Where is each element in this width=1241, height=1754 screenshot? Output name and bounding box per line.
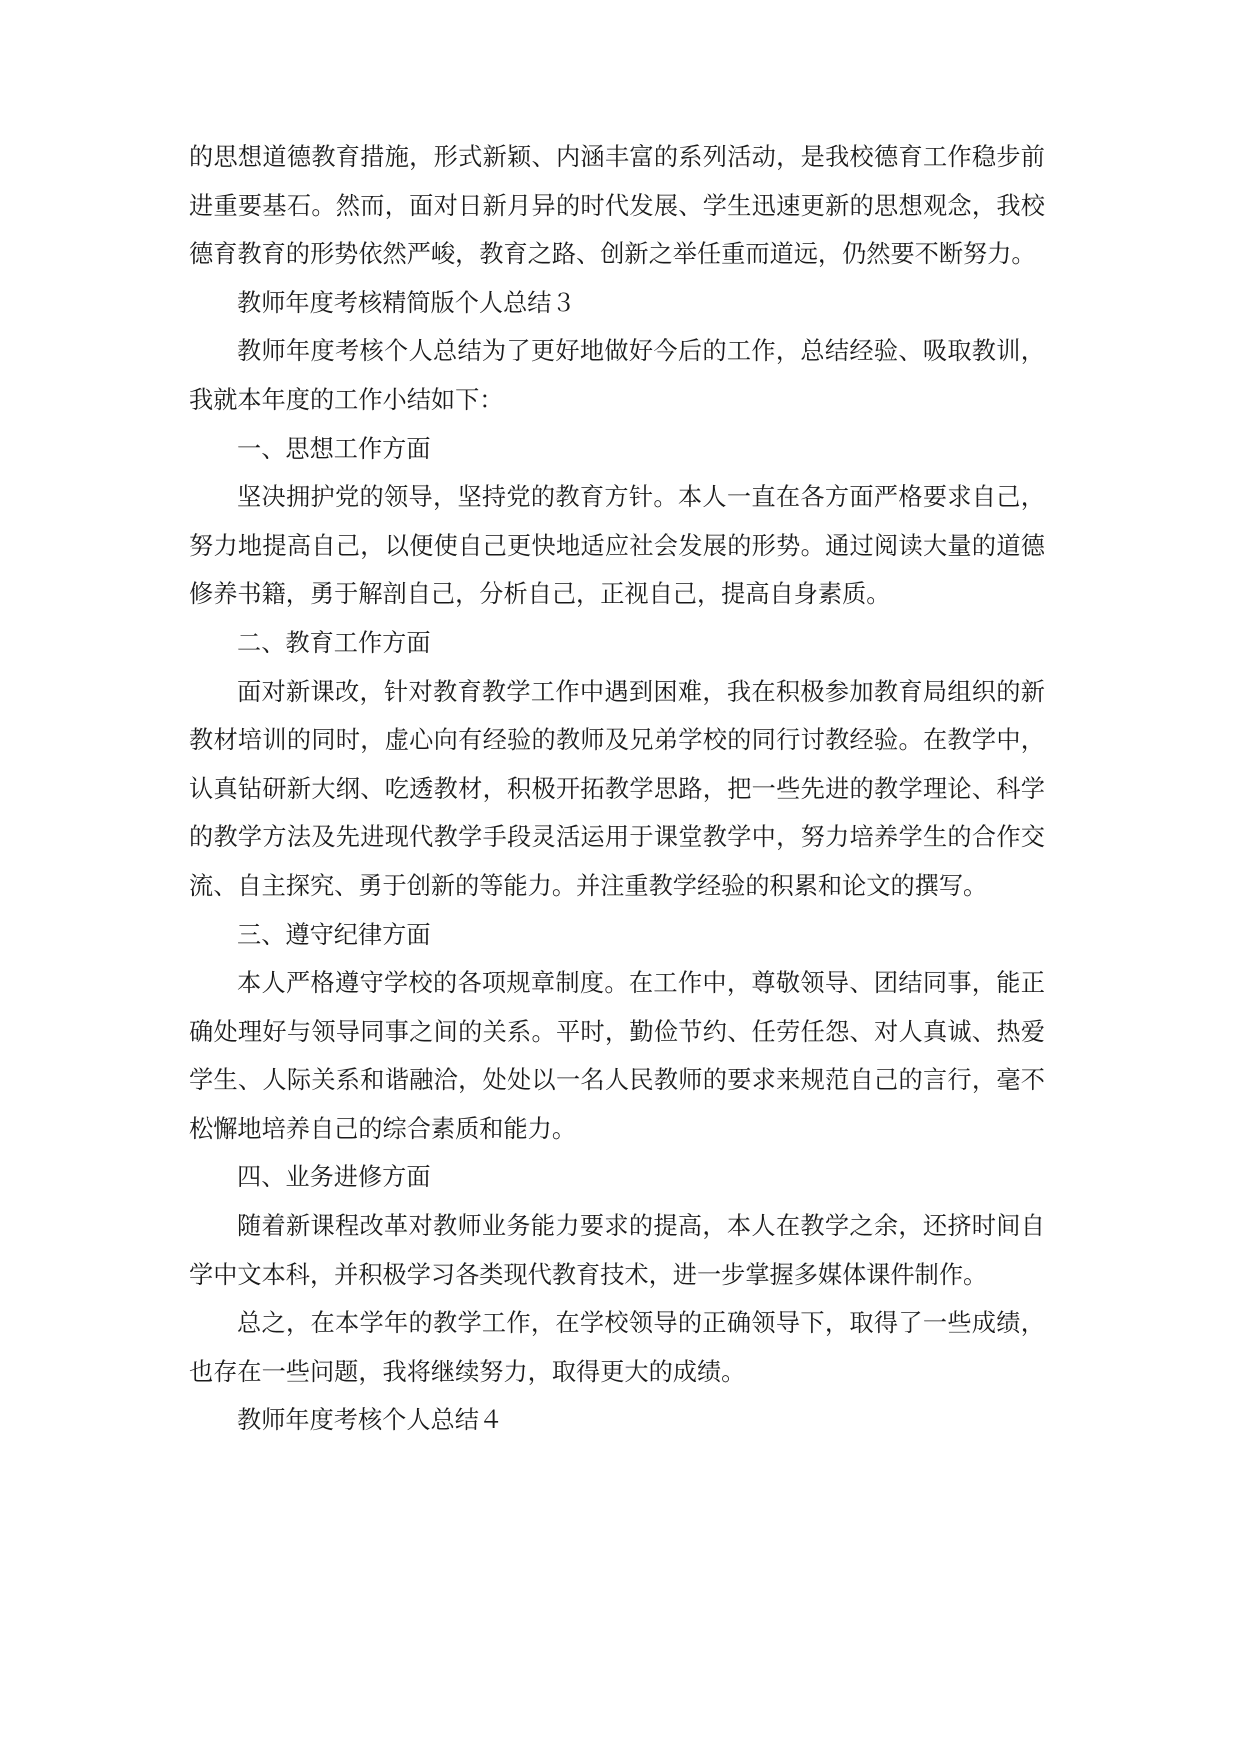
paragraph-professional-development: 随着新课程改革对教师业务能力要求的提高，本人在教学之余，还挤时间自学中文本科，并积极学习各类现代教育技术，进一步掌握多媒体课件制作。 <box>189 1212 1045 1289</box>
paragraph-intro: 教师年度考核个人总结为了更好地做好今后的工作，总结经验、吸取教训，我就本年度的工作小结如下： <box>189 337 1045 414</box>
heading-ideology: 一、思想工作方面 <box>237 434 431 463</box>
heading-professional-development: 四、业务进修方面 <box>237 1163 431 1192</box>
paragraph-continuation: 的思想道德教育措施，形式新颖、内涵丰富的系列活动，是我校德育工作稳步前进重要基石。然而，面对日新月异的时代发展、学生迅速更新的思想观念，我校德育教育的形势依然严峻，教育之路、创新之举任重而道远，仍然要不断努力。 <box>189 143 1045 269</box>
paragraph-conclusion: 总之，在本学年的教学工作，在学校领导的正确领导下，取得了一些成绩，也存在一些问题，我将继续努力，取得更大的成绩。 <box>189 1309 1045 1386</box>
document-body <box>189 133 1045 1445</box>
heading-discipline: 三、遵守纪律方面 <box>237 920 431 949</box>
section-title-summary-4: 教师年度考核个人总结４ <box>237 1406 504 1435</box>
heading-education: 二、教育工作方面 <box>237 628 431 657</box>
paragraph-education: 面对新课改，针对教育教学工作中遇到困难，我在积极参加教育局组织的新教材培训的同时，虚心向有经验的教师及兄弟学校的同行讨教经验。在教学中，认真钻研新大纲、吃透教材，积极开拓教学思路，把一些先进的教学理论、科学的教学方法及先进现代教学手段灵活运用于课堂教学中，努力培养学生的合作交流、自主探究、勇于创新的等能力。并注重教学经验的积累和论文的撰写。 <box>189 677 1045 900</box>
paragraph-discipline: 本人严格遵守学校的各项规章制度。在工作中，尊敬领导、团结同事，能正确处理好与领导同事之间的关系。平时，勤俭节约、任劳任怨、对人真诚、热爱学生、人际关系和谐融洽，处处以一名人民教师的要求来规范自己的言行，毫不松懈地培养自己的综合素质和能力。 <box>189 969 1045 1143</box>
section-title-summary-3: 教师年度考核精简版个人总结３ <box>237 288 576 317</box>
paragraph-ideology: 坚决拥护党的领导，坚持党的教育方针。本人一直在各方面严格要求自己，努力地提高自己，以便使自己更快地适应社会发展的形势。通过阅读大量的道德修养书籍，勇于解剖自己，分析自己，正视自己，提高自身素质。 <box>189 483 1045 609</box>
